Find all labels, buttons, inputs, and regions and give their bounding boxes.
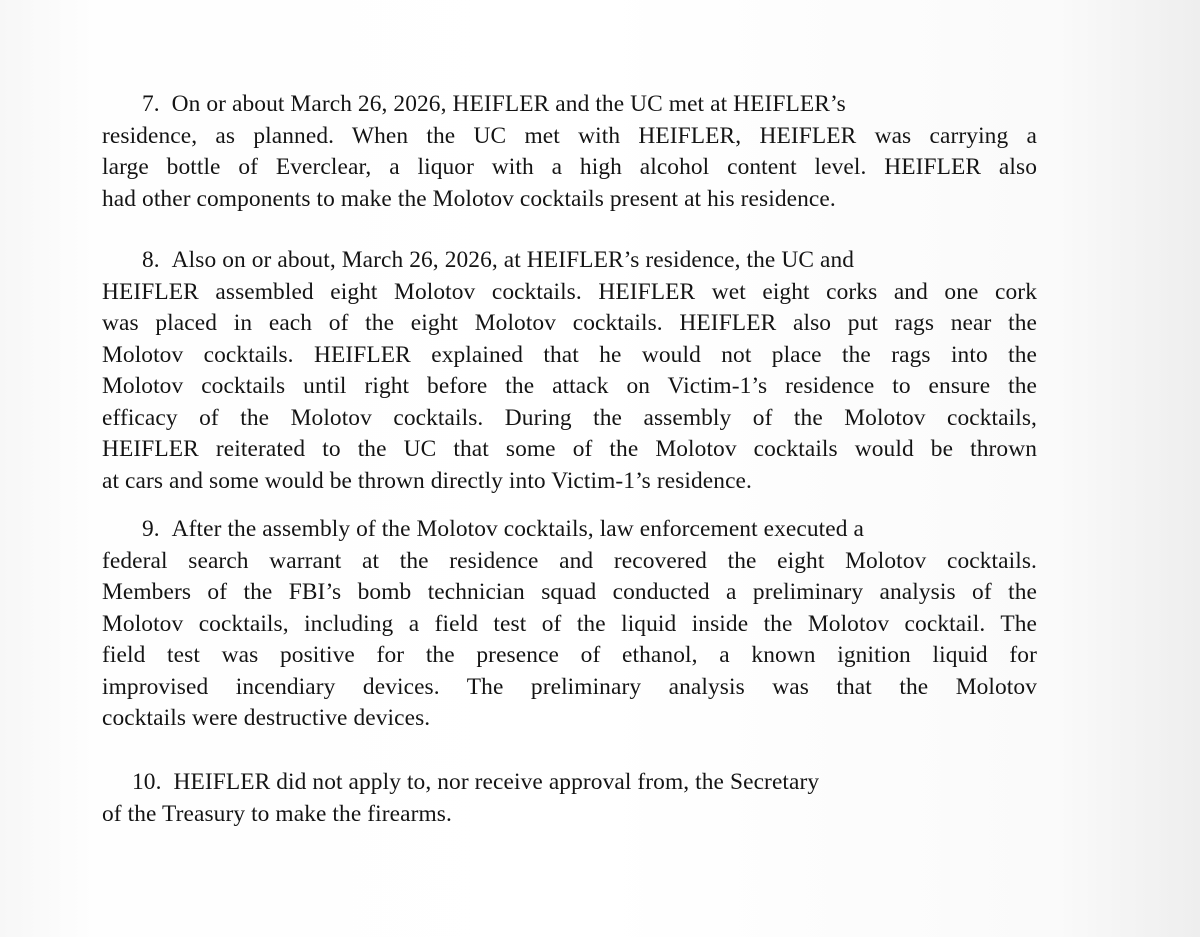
paragraph-text-line: large bottle of Everclear, a liquor with a high alcohol content level. HEIFLER also — [102, 154, 1037, 180]
paragraph-number: 10. — [132, 769, 162, 795]
paragraph-text-line: Molotov cocktails until right before the attack on Victim-1’s residence to ensure the — [102, 373, 1037, 399]
paragraph-text-line: Molotov cocktails. HEIFLER explained that he would not place the rags into the — [102, 341, 1037, 368]
paragraph-text-line: had other components to make the Molotov cocktails present at his residence. — [102, 185, 836, 212]
paragraph-text-line: federal search warrant at the residence and recovered the eight Molotov cocktails. — [102, 547, 1037, 574]
paragraph-text-line: was placed in each of the eight Molotov cocktails. HEIFLER also put rags near the — [102, 310, 1037, 336]
paragraph-first-line — [102, 767, 1037, 799]
paragraph-text-line: HEIFLER reiterated to the UC that some of the Molotov cocktails would be thrown — [102, 436, 1037, 462]
paragraph-number: 7. — [142, 91, 160, 117]
paragraph-first-line — [102, 245, 1037, 277]
paragraph-text-line: Members of the FBI’s bomb technician squad conducted a preliminary analysis of the — [102, 579, 1037, 605]
paragraph-text-line: On or about March 26, 2026, HEIFLER and the UC met at HEIFLER’s — [171, 91, 846, 117]
paragraph-10 — [102, 767, 1037, 830]
paragraph-7 — [102, 89, 1037, 215]
paragraph-text-line: HEIFLER did not apply to, nor receive approval from, the Secretary — [173, 769, 820, 795]
paragraph-8 — [102, 245, 1037, 497]
paragraph-text-line: HEIFLER assembled eight Molotov cocktails. HEIFLER wet eight corks and one cork — [102, 278, 1037, 305]
paragraph-text-line: improvised incendiary devices. The preliminary analysis was that the Molotov — [102, 673, 1037, 700]
paragraph-text-line: field test was positive for the presence of ethanol, a known ignition liquid for — [102, 642, 1037, 668]
paragraph-text-line: of the Treasury to make the firearms. — [102, 800, 452, 827]
paragraph-text-line: Also on or about, March 26, 2026, at HEIFLER’s residence, the UC and — [171, 247, 855, 273]
paragraph-first-line — [102, 89, 1037, 121]
paragraph-number: 9. — [142, 516, 160, 542]
paragraph-text-line: cocktails were destructive devices. — [102, 705, 431, 731]
paragraph-text-line: efficacy of the Molotov cocktails. During the assembly of the Molotov cocktails, — [102, 404, 1037, 431]
paragraph-text-line: Molotov cocktails, including a field test of the liquid inside the Molotov cocktail. The — [102, 610, 1037, 637]
paragraph-text-line: at cars and some would be thrown directly into Victim-1’s residence. — [102, 467, 752, 494]
paragraph-9 — [102, 514, 1037, 735]
paragraph-text-line: residence, as planned. When the UC met with HEIFLER, HEIFLER was carrying a — [102, 122, 1037, 149]
paragraph-text-line: After the assembly of the Molotov cocktails, law enforcement executed a — [171, 516, 864, 542]
paragraph-number: 8. — [142, 247, 160, 273]
paragraph-first-line — [102, 514, 1037, 546]
